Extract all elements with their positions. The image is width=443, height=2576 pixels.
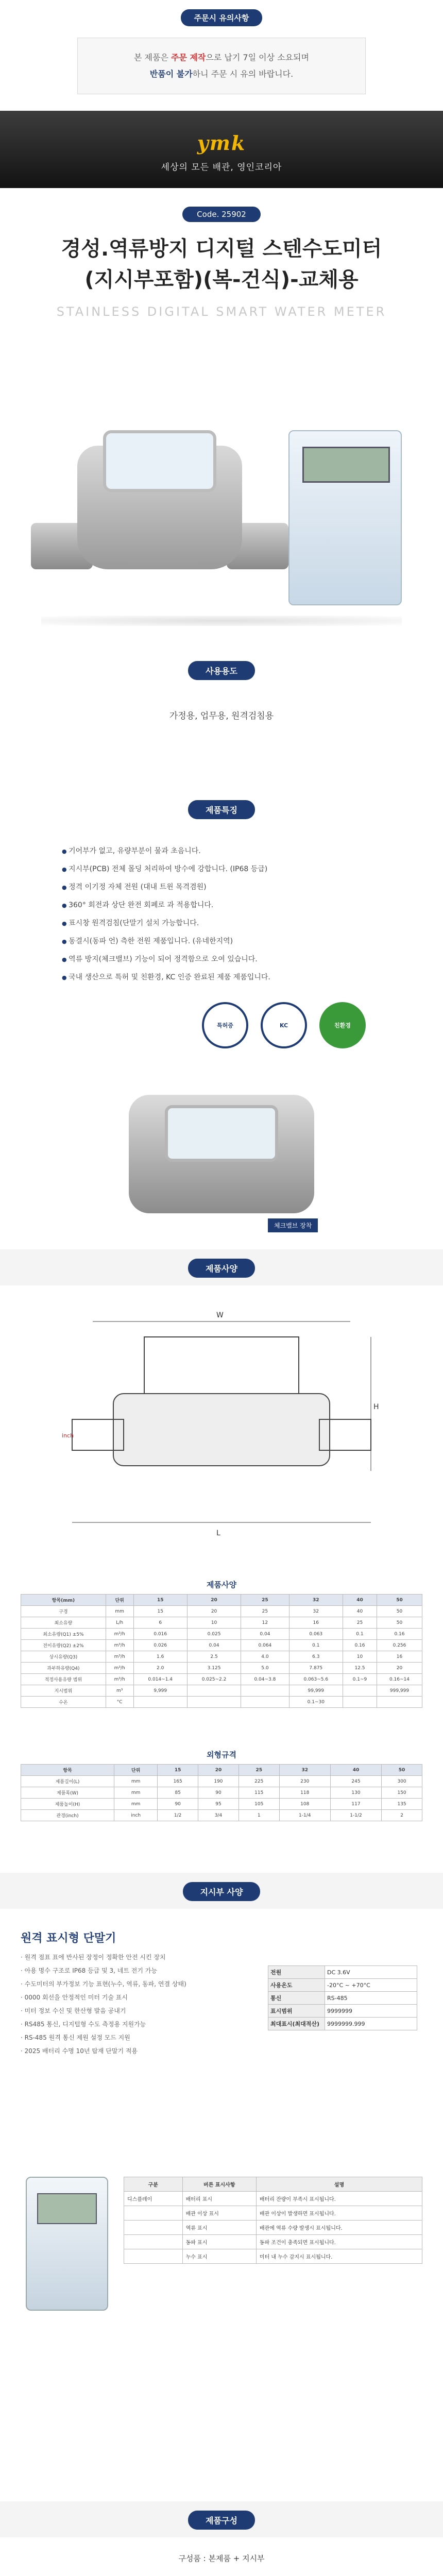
table-cell: 300	[382, 1776, 422, 1787]
column-header: 단위	[114, 1765, 158, 1776]
table-cell: 190	[198, 1776, 239, 1787]
table-cell: 32	[289, 1606, 343, 1617]
table-cell: 4.0	[241, 1651, 289, 1663]
table-cell	[124, 2235, 183, 2249]
product-title-section	[0, 188, 443, 410]
table-row	[21, 1606, 422, 1617]
table-cell: 배관 이상 표시	[182, 2206, 256, 2221]
spec-section	[0, 1574, 443, 1744]
list-item: ● 지시부(PCB) 전체 몰딩 처리하여 방수에 강합니다. (IP68 등급)	[62, 860, 381, 878]
table-cell: 0.1~30	[289, 1697, 343, 1708]
usage-section	[0, 688, 443, 791]
table-row	[21, 1674, 422, 1685]
spec-key: 최대표시(최대적산)	[268, 2018, 325, 2030]
table-row	[21, 1799, 422, 1810]
column-header: 항목	[21, 1765, 114, 1776]
components-header	[0, 2501, 443, 2537]
components-section	[0, 2537, 443, 2576]
table-cell: 0.064	[241, 1640, 289, 1651]
notice-highlight-custom: 주문 제작	[171, 53, 206, 62]
table-row	[268, 1979, 417, 1992]
table-cell: m³/h	[106, 1663, 133, 1674]
indicator-table-body	[124, 2192, 422, 2264]
product-title	[0, 233, 443, 295]
table-cell: 50	[377, 1606, 422, 1617]
table-cell: 0.04	[241, 1629, 289, 1640]
table-cell	[343, 1685, 377, 1697]
table-row	[21, 1810, 422, 1821]
table-cell: 1-1/2	[330, 1810, 381, 1821]
table-row	[21, 1651, 422, 1663]
spec-table	[21, 1594, 422, 1708]
column-header: 20	[198, 1765, 239, 1776]
notice-box	[77, 38, 366, 94]
table-cell: 제품길이(L)	[21, 1776, 114, 1787]
table-cell: 50	[377, 1617, 422, 1629]
table-cell: 105	[238, 1799, 279, 1810]
table-row	[21, 1640, 422, 1651]
table-cell: mm	[114, 1799, 158, 1810]
column-header: 15	[133, 1595, 187, 1606]
table-cell: 225	[238, 1776, 279, 1787]
table-cell: 2.5	[187, 1651, 241, 1663]
list-item: ● 국내 생산으로 특허 및 친환경, KC 인증 완료된 제품 제품입니다.	[62, 969, 381, 987]
table-cell: 3/4	[198, 1810, 239, 1821]
column-header: 32	[289, 1595, 343, 1606]
column-header: 50	[377, 1595, 422, 1606]
shadow	[41, 616, 402, 626]
product-hero-image	[0, 410, 443, 652]
table-cell: 1	[238, 1810, 279, 1821]
drawing-header	[0, 1249, 443, 1285]
list-item: ● 정격 이기정 자체 전원 (대내 트윈 목격겸원)	[62, 878, 381, 896]
spec-value: 9999999.999	[325, 2018, 417, 2030]
column-header: 15	[158, 1765, 198, 1776]
table-cell: 0.063~5.6	[289, 1674, 343, 1685]
product-code: Code. 25902	[182, 207, 261, 222]
table-cell: 40	[343, 1606, 377, 1617]
table-cell: 배관에 역류 수량 발생시 표시됩니다.	[256, 2221, 422, 2235]
meter-body-outline	[113, 1394, 330, 1466]
table-cell: 과부하유량(Q4)	[21, 1663, 106, 1674]
table-cell	[343, 1697, 377, 1708]
notice-text: 으로 납기 7일 이상 소요되며	[206, 53, 309, 62]
table-cell: 1/2	[158, 1810, 198, 1821]
remote-display-section	[0, 1909, 443, 2501]
kc-badge-icon: KC	[261, 1002, 307, 1048]
column-header: 32	[279, 1765, 330, 1776]
table-cell: 디스플레이	[124, 2192, 183, 2206]
table-cell: 최소유량	[21, 1617, 106, 1629]
table-cell: °C	[106, 1697, 133, 1708]
remote-title: 원격 표시형 단말기	[21, 1932, 116, 1945]
column-header: 버튼 표시사항	[182, 2177, 256, 2192]
table-cell: 135	[382, 1799, 422, 1810]
table-cell: 25	[241, 1606, 289, 1617]
table-cell: 165	[158, 1776, 198, 1787]
brand-slogan: 세상의 모든 배관, 영인코리아	[161, 162, 282, 173]
table-cell: 10	[187, 1617, 241, 1629]
table-cell: m³/h	[106, 1674, 133, 1685]
dimension-drawing	[62, 1306, 381, 1543]
product-title-line1: 경성.역류방지 디지털 스텐수도미터	[61, 237, 382, 261]
table-row	[124, 2235, 422, 2249]
table-cell	[124, 2221, 183, 2235]
table-cell: 6.3	[289, 1651, 343, 1663]
length-label: L	[216, 1529, 220, 1537]
table-cell: 20	[377, 1663, 422, 1674]
column-header: 40	[343, 1595, 377, 1606]
terminal-lcd	[37, 2193, 97, 2224]
list-item: · 0000 회선을 안정적인 미터 기술 표시	[21, 1991, 422, 2004]
list-item: · 2025 배터리 수명 10년 탑재 단말기 적용	[21, 2044, 422, 2058]
size-table	[21, 1764, 422, 1821]
table-header-row	[21, 1595, 422, 1606]
table-cell: 0.014~1.4	[133, 1674, 187, 1685]
table-cell: 20	[187, 1606, 241, 1617]
list-item: ● 360° 회전과 상단 완전 회폐로 과 적용합니다.	[62, 896, 381, 914]
table-cell: 99,999	[289, 1685, 343, 1697]
spec-title: 제품사양	[207, 1580, 236, 1589]
brand-logo: ymk	[197, 131, 246, 155]
column-header: 25	[241, 1595, 289, 1606]
list-item: · 미터 정보 수신 및 한산형 발음 공내기	[21, 2004, 422, 2018]
column-header: 항목(mm)	[21, 1595, 106, 1606]
features-header	[0, 791, 443, 827]
table-cell: 수온	[21, 1697, 106, 1708]
table-cell: 2.0	[133, 1663, 187, 1674]
table-cell	[133, 1697, 187, 1708]
product-title-line2: (지시부포함)(복-건식)-교체용	[84, 268, 359, 292]
table-row	[21, 1787, 422, 1799]
table-cell: 95	[198, 1799, 239, 1810]
certification-badges	[62, 1002, 381, 1048]
notice-badge: 주문시 유의사항	[181, 9, 263, 26]
list-item: ● 표시창 원격검침(단말기 설치 가능합니다.	[62, 914, 381, 933]
list-item: · 아용 명수 구조로 IP68 등급 및 3, 네트 전기 가능	[21, 1964, 422, 1977]
table-cell: m³/h	[106, 1629, 133, 1640]
table-cell: 230	[279, 1776, 330, 1787]
usage-header-label: 사용용도	[188, 661, 255, 680]
table-row	[124, 2249, 422, 2264]
spec-key: 통신	[268, 1992, 325, 2005]
table-cell: 3.125	[187, 1663, 241, 1674]
table-cell: 0.025~2.2	[187, 1674, 241, 1685]
spec-value: DC 3.6V	[325, 1966, 417, 1979]
features-header-label: 제품특징	[188, 800, 255, 819]
table-cell: 0.026	[133, 1640, 187, 1651]
size-section	[0, 1744, 443, 1873]
spec-value: -20°C ~ +70°C	[325, 1979, 417, 1992]
remote-terminal-image	[26, 2177, 108, 2311]
table-cell: 관경(inch)	[21, 1810, 114, 1821]
table-row	[124, 2206, 422, 2221]
eco-badge-icon: 친환경	[319, 1002, 366, 1048]
order-notice	[0, 0, 443, 111]
size-table-body	[21, 1776, 422, 1821]
table-cell: 0.016	[133, 1629, 187, 1640]
spec-value: RS-485	[325, 1992, 417, 2005]
table-cell: 지시범위	[21, 1685, 106, 1697]
table-cell: 최소유량(Q1) ±5%	[21, 1629, 106, 1640]
table-cell: 130	[330, 1787, 381, 1799]
table-cell: 12.5	[343, 1663, 377, 1674]
usage-header	[0, 652, 443, 688]
column-header: 단위	[106, 1595, 133, 1606]
table-cell: 역류 표시	[182, 2221, 256, 2235]
table-cell	[377, 1697, 422, 1708]
check-valve-meter-image	[129, 1095, 314, 1213]
remote-header	[0, 1873, 443, 1909]
table-cell: 제품높이(H)	[21, 1799, 114, 1810]
table-cell: 배터리 잔량이 부족시 표시됩니다.	[256, 2192, 422, 2206]
patent-badge-icon: 특허증	[202, 1002, 248, 1048]
table-cell: 전이유량(Q2) ±2%	[21, 1640, 106, 1651]
table-cell: L/h	[106, 1617, 133, 1629]
table-row	[21, 1617, 422, 1629]
table-cell: 12	[241, 1617, 289, 1629]
table-cell: 1-1/4	[279, 1810, 330, 1821]
table-cell: 15	[133, 1606, 187, 1617]
table-cell: 미터 내 누수 감지시 표시됩니다.	[256, 2249, 422, 2264]
table-row	[21, 1697, 422, 1708]
table-cell: 구경	[21, 1606, 106, 1617]
drawing-header-label: 제품사양	[188, 1259, 255, 1278]
table-header-row	[21, 1765, 422, 1776]
table-cell: 2	[382, 1810, 422, 1821]
spec-value: 9999999	[325, 2005, 417, 2018]
size-title: 외형규격	[207, 1750, 236, 1759]
table-cell: 245	[330, 1776, 381, 1787]
table-cell: 117	[330, 1799, 381, 1810]
spec-key: 전원	[268, 1966, 325, 1979]
list-item: ● 기어부가 없고, 유량부분이 물과 초음니다.	[62, 842, 381, 860]
list-item: · 원격 점표 표에 반사된 장정이 정확한 안전 시킨 장치	[21, 1951, 422, 1964]
table-cell: 동파 표시	[182, 2235, 256, 2249]
table-cell: 배관 이상이 발생하면 표시됩니다.	[256, 2206, 422, 2221]
table-cell: 85	[158, 1787, 198, 1799]
table-cell: 0.16~14	[377, 1674, 422, 1685]
table-cell: 999,999	[377, 1685, 422, 1697]
inch-label: inch	[62, 1432, 74, 1439]
table-cell: 16	[377, 1651, 422, 1663]
list-item: ● 동결시(동파 언) 측한 전원 제품입니다. (유네한지역)	[62, 933, 381, 951]
width-label: W	[216, 1311, 224, 1319]
table-cell: 제품폭(W)	[21, 1787, 114, 1799]
table-cell: mm	[114, 1776, 158, 1787]
display-indicator-table	[124, 2177, 422, 2264]
feature-list	[62, 842, 381, 987]
table-cell: 0.063	[289, 1629, 343, 1640]
components-header-label: 제품구성	[188, 2511, 255, 2530]
table-cell	[241, 1685, 289, 1697]
table-row	[21, 1663, 422, 1674]
table-cell: 5.0	[241, 1663, 289, 1674]
table-cell: 0.16	[377, 1629, 422, 1640]
check-valve-caption: 체크밸브 장착	[268, 1218, 318, 1232]
table-cell: 동파 조건이 충족되면 표시됩니다.	[256, 2235, 422, 2249]
table-row	[268, 1992, 417, 2005]
list-item: · RS485 통신, 디지털형 수도 측정용 지원가능	[21, 2018, 422, 2031]
table-cell: mm	[114, 1787, 158, 1799]
table-cell: 25	[343, 1617, 377, 1629]
list-item: · RS-485 원격 통신 제원 설정 모드 지원	[21, 2031, 422, 2044]
spec-key: 표시범위	[268, 2005, 325, 2018]
display-unit	[288, 430, 402, 605]
product-english-title: STAINLESS DIGITAL SMART WATER METER	[56, 304, 387, 319]
table-row	[21, 1685, 422, 1697]
table-row	[124, 2192, 422, 2206]
technical-drawing	[0, 1285, 443, 1574]
lcd-screen	[302, 447, 390, 483]
table-cell: 1.6	[133, 1651, 187, 1663]
meter-dial-face	[165, 1105, 278, 1162]
table-cell	[241, 1697, 289, 1708]
brand-banner	[0, 111, 443, 188]
table-cell: 6	[133, 1617, 187, 1629]
table-cell: m³	[106, 1685, 133, 1697]
table-cell: 90	[158, 1799, 198, 1810]
table-cell: inch	[114, 1810, 158, 1821]
meter-dial-face	[103, 430, 216, 492]
table-row	[268, 2005, 417, 2018]
table-cell: 0.04~3.8	[241, 1674, 289, 1685]
column-header: 50	[382, 1765, 422, 1776]
table-cell: 150	[382, 1787, 422, 1799]
table-cell: m³/h	[106, 1651, 133, 1663]
table-cell: 0.1	[343, 1629, 377, 1640]
table-row	[268, 2018, 417, 2030]
column-header: 설명	[256, 2177, 422, 2192]
usage-text: 가정용, 업무용, 원격검침용	[169, 711, 274, 721]
table-cell: 0.025	[187, 1629, 241, 1640]
height-label: H	[373, 1403, 379, 1411]
table-cell: 상시유량(Q3)	[21, 1651, 106, 1663]
notice-highlight-no-return: 반품이 불가	[149, 69, 193, 79]
table-cell	[124, 2249, 183, 2264]
spec-key: 사용온도	[268, 1979, 325, 1992]
table-cell: 118	[279, 1787, 330, 1799]
table-cell: mm	[106, 1606, 133, 1617]
column-header: 25	[238, 1765, 279, 1776]
notice-text: 본 제품은	[134, 53, 172, 62]
table-cell: 누수 표시	[182, 2249, 256, 2264]
column-header: 20	[187, 1595, 241, 1606]
table-cell: 9,999	[133, 1685, 187, 1697]
table-cell: 0.1~9	[343, 1674, 377, 1685]
remote-spec-table	[268, 1965, 417, 2030]
list-item: ● 역류 방지(체크밸브) 기능이 되어 정격함으로 오여 있습니다.	[62, 951, 381, 969]
table-cell: 108	[279, 1799, 330, 1810]
table-cell: 0.16	[343, 1640, 377, 1651]
table-cell: 0.256	[377, 1640, 422, 1651]
meter-top-outline	[144, 1337, 299, 1394]
table-header-row	[124, 2177, 422, 2192]
spec-table-body	[21, 1606, 422, 1708]
table-cell	[187, 1685, 241, 1697]
table-cell: 0.04	[187, 1640, 241, 1651]
table-cell: m³/h	[106, 1640, 133, 1651]
table-cell	[187, 1697, 241, 1708]
table-cell: 7.875	[289, 1663, 343, 1674]
components-label: 구성품 : 본제품 + 지시부	[178, 2554, 265, 2563]
table-row	[21, 1629, 422, 1640]
column-header: 구분	[124, 2177, 183, 2192]
table-cell: 적정사용유량 범위	[21, 1674, 106, 1685]
table-cell: 115	[238, 1787, 279, 1799]
table-cell: 90	[198, 1787, 239, 1799]
table-cell: 0.1	[289, 1640, 343, 1651]
remote-header-label: 지시부 사양	[183, 1882, 261, 1901]
features-section	[0, 827, 443, 1249]
table-row	[268, 1966, 417, 1979]
column-header: 40	[330, 1765, 381, 1776]
table-row	[21, 1776, 422, 1787]
table-row	[124, 2221, 422, 2235]
list-item: · 수도미터의 부가정보 기능 표현(누수, 역류, 동파, 연결 상태)	[21, 1977, 422, 1991]
table-cell: 배터리 표시	[182, 2192, 256, 2206]
table-cell	[124, 2206, 183, 2221]
table-cell: 10	[343, 1651, 377, 1663]
notice-text: 하니 주문 시 유의 바랍니다.	[192, 69, 294, 79]
table-cell: 16	[289, 1617, 343, 1629]
